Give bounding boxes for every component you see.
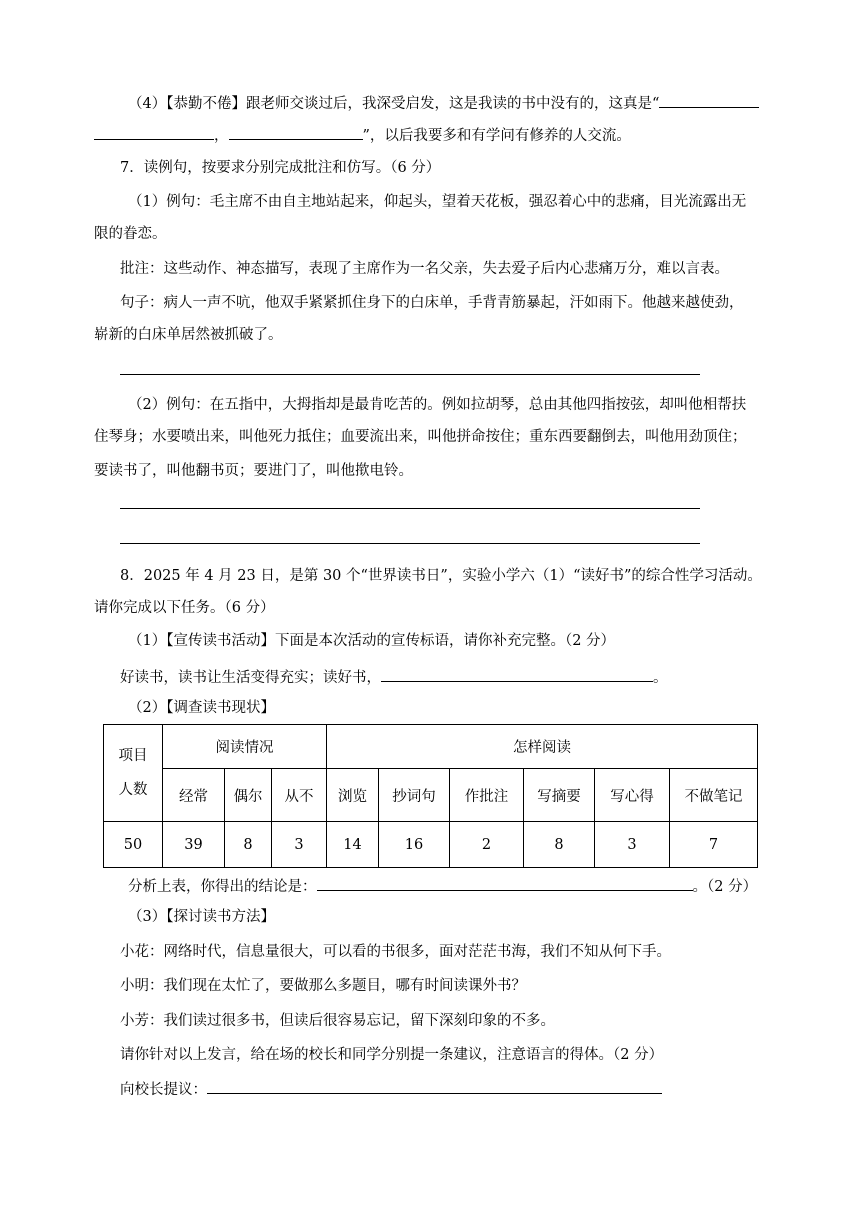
- table-header-cell: 经常: [163, 769, 225, 822]
- q8-conclusion-text: 分析上表，你得出的结论是：: [128, 879, 317, 895]
- table-header-cell: 不做笔记: [670, 769, 758, 822]
- table-corner-cell: [104, 725, 163, 822]
- q7-ex2-line1: （2）例句：在五指中，大拇指却是最肯吃苦的。例如拉胡琴，总由其他四指按弦，却叫他相帮扶: [128, 397, 747, 413]
- q7-answer-line-3[interactable]: [120, 543, 700, 544]
- q8-xiaofang: 小芳：我们读过很多书，但读后很容易忘记，留下深刻印象的不多。: [120, 1013, 555, 1029]
- q8-principal-line: [120, 1078, 662, 1100]
- q8-slogan-text: 好读书，读书让生活变得充实；读好书，: [120, 670, 381, 686]
- table-corner-bottom: 人数: [118, 782, 148, 798]
- q6-blank-2[interactable]: [94, 124, 214, 140]
- q8-conclusion-blank[interactable]: [317, 875, 693, 891]
- q7-sentence-line1: 句子：病人一声不吭，他双手紧紧抓住身下的白床单，手背青筋暴起，汗如雨下。他越来越使劲，: [120, 295, 744, 311]
- table-cell: 3: [272, 822, 327, 868]
- q6-item4-mid: ，: [214, 128, 229, 144]
- q8-principal-blank[interactable]: [207, 1078, 662, 1094]
- table-group-reading-status: 阅读情况: [163, 725, 327, 769]
- table-row: [104, 822, 758, 868]
- q8-conclusion-score: 。（2 分）: [692, 879, 758, 895]
- table-cell: 8: [524, 822, 595, 868]
- q8-conclusion-line: [128, 875, 757, 897]
- q7-ex1-line2: 限的眷恋。: [94, 226, 167, 242]
- q8-xiaoming: 小明：我们现在太忙了，要做那么多题目，哪有时间读课外书？: [120, 978, 526, 994]
- q7-title: 7．读例句，按要求分别完成批注和仿写。（6 分）: [120, 160, 441, 176]
- q7-answer-line-2[interactable]: [120, 508, 700, 509]
- q6-item4-end: ”，以后我要多和有学问有修养的人交流。: [362, 128, 631, 144]
- table-group-how-to-read: 怎样阅读: [327, 725, 758, 769]
- q7-annotation: 批注：这些动作、神态描写，表现了主席作为一名父亲，失去爱子后内心悲痛万分，难以言表。: [120, 261, 729, 277]
- q6-blank-3[interactable]: [229, 124, 363, 140]
- q8-task1: （1）【宣传读书活动】下面是本次活动的宣传标语，请你补充完整。（2 分）: [128, 633, 616, 649]
- q7-answer-line-1[interactable]: [120, 374, 700, 375]
- q7-sentence-line2: 崭新的白床单居然被抓破了。: [94, 327, 283, 343]
- q8-principal-label: 向校长提议：: [120, 1082, 207, 1098]
- q8-intro-line2: 请你完成以下任务。（6 分）: [94, 600, 275, 616]
- table-header-cell: 写摘要: [524, 769, 595, 822]
- q8-intro-line1: 8．2025 年 4 月 23 日，是第 30 个“世界读书日”，实验小学六（1）“读好书”的综合性学习活动。: [120, 568, 762, 584]
- table-cell: 7: [670, 822, 758, 868]
- table-header-cell: 偶尔: [225, 769, 272, 822]
- table-header-cell: 浏览: [327, 769, 379, 822]
- q6-item4-line2: [94, 124, 631, 146]
- q7-ex2-line3: 要读书了，叫他翻书页；要进门了，叫他揿电铃。: [94, 463, 413, 479]
- table-header-cell: 写心得: [595, 769, 670, 822]
- table-cell: 14: [327, 822, 379, 868]
- table-header-cell: 抄词句: [379, 769, 450, 822]
- reading-survey-table: [103, 724, 758, 868]
- q8-task3: （3）【探讨读书方法】: [128, 909, 275, 925]
- q8-instruction: 请你针对以上发言，给在场的校长和同学分别提一条建议，注意语言的得体。（2 分）: [120, 1047, 664, 1063]
- table-corner-top: 项目: [118, 748, 148, 764]
- table-cell: 16: [379, 822, 450, 868]
- q6-item4-text: （4）【恭勤不倦】跟老师交谈过后，我深受启发，这是我读的书中没有的，这真是“: [128, 96, 660, 112]
- table-cell: 39: [163, 822, 225, 868]
- table-header-cell: 从不: [272, 769, 327, 822]
- table-header-cell: 作批注: [450, 769, 524, 822]
- q8-slogan-line: [120, 666, 668, 688]
- table-cell: 2: [450, 822, 524, 868]
- q7-ex1-line1: （1）例句：毛主席不由自主地站起来，仰起头，望着天花板，强忍着心中的悲痛，目光流露出无: [128, 194, 747, 210]
- table-cell: 8: [225, 822, 272, 868]
- q7-ex2-line2: 住琴身；水要喷出来，叫他死力抵住；血要流出来，叫他拼命按住；重东西要翻倒去，叫他用劲顶住；: [94, 429, 747, 445]
- q8-slogan-end: 。: [653, 670, 668, 686]
- q6-item4-line1: [128, 92, 759, 114]
- table-cell: 3: [595, 822, 670, 868]
- q8-xiaohua: 小花：网络时代，信息量很大，可以看的书很多，面对茫茫书海，我们不知从何下手。: [120, 944, 671, 960]
- q6-blank-1[interactable]: [659, 92, 759, 108]
- q8-slogan-blank[interactable]: [381, 666, 653, 682]
- q8-task2: （2）【调查读书现状】: [128, 700, 275, 716]
- table-cell-total: 50: [104, 822, 163, 868]
